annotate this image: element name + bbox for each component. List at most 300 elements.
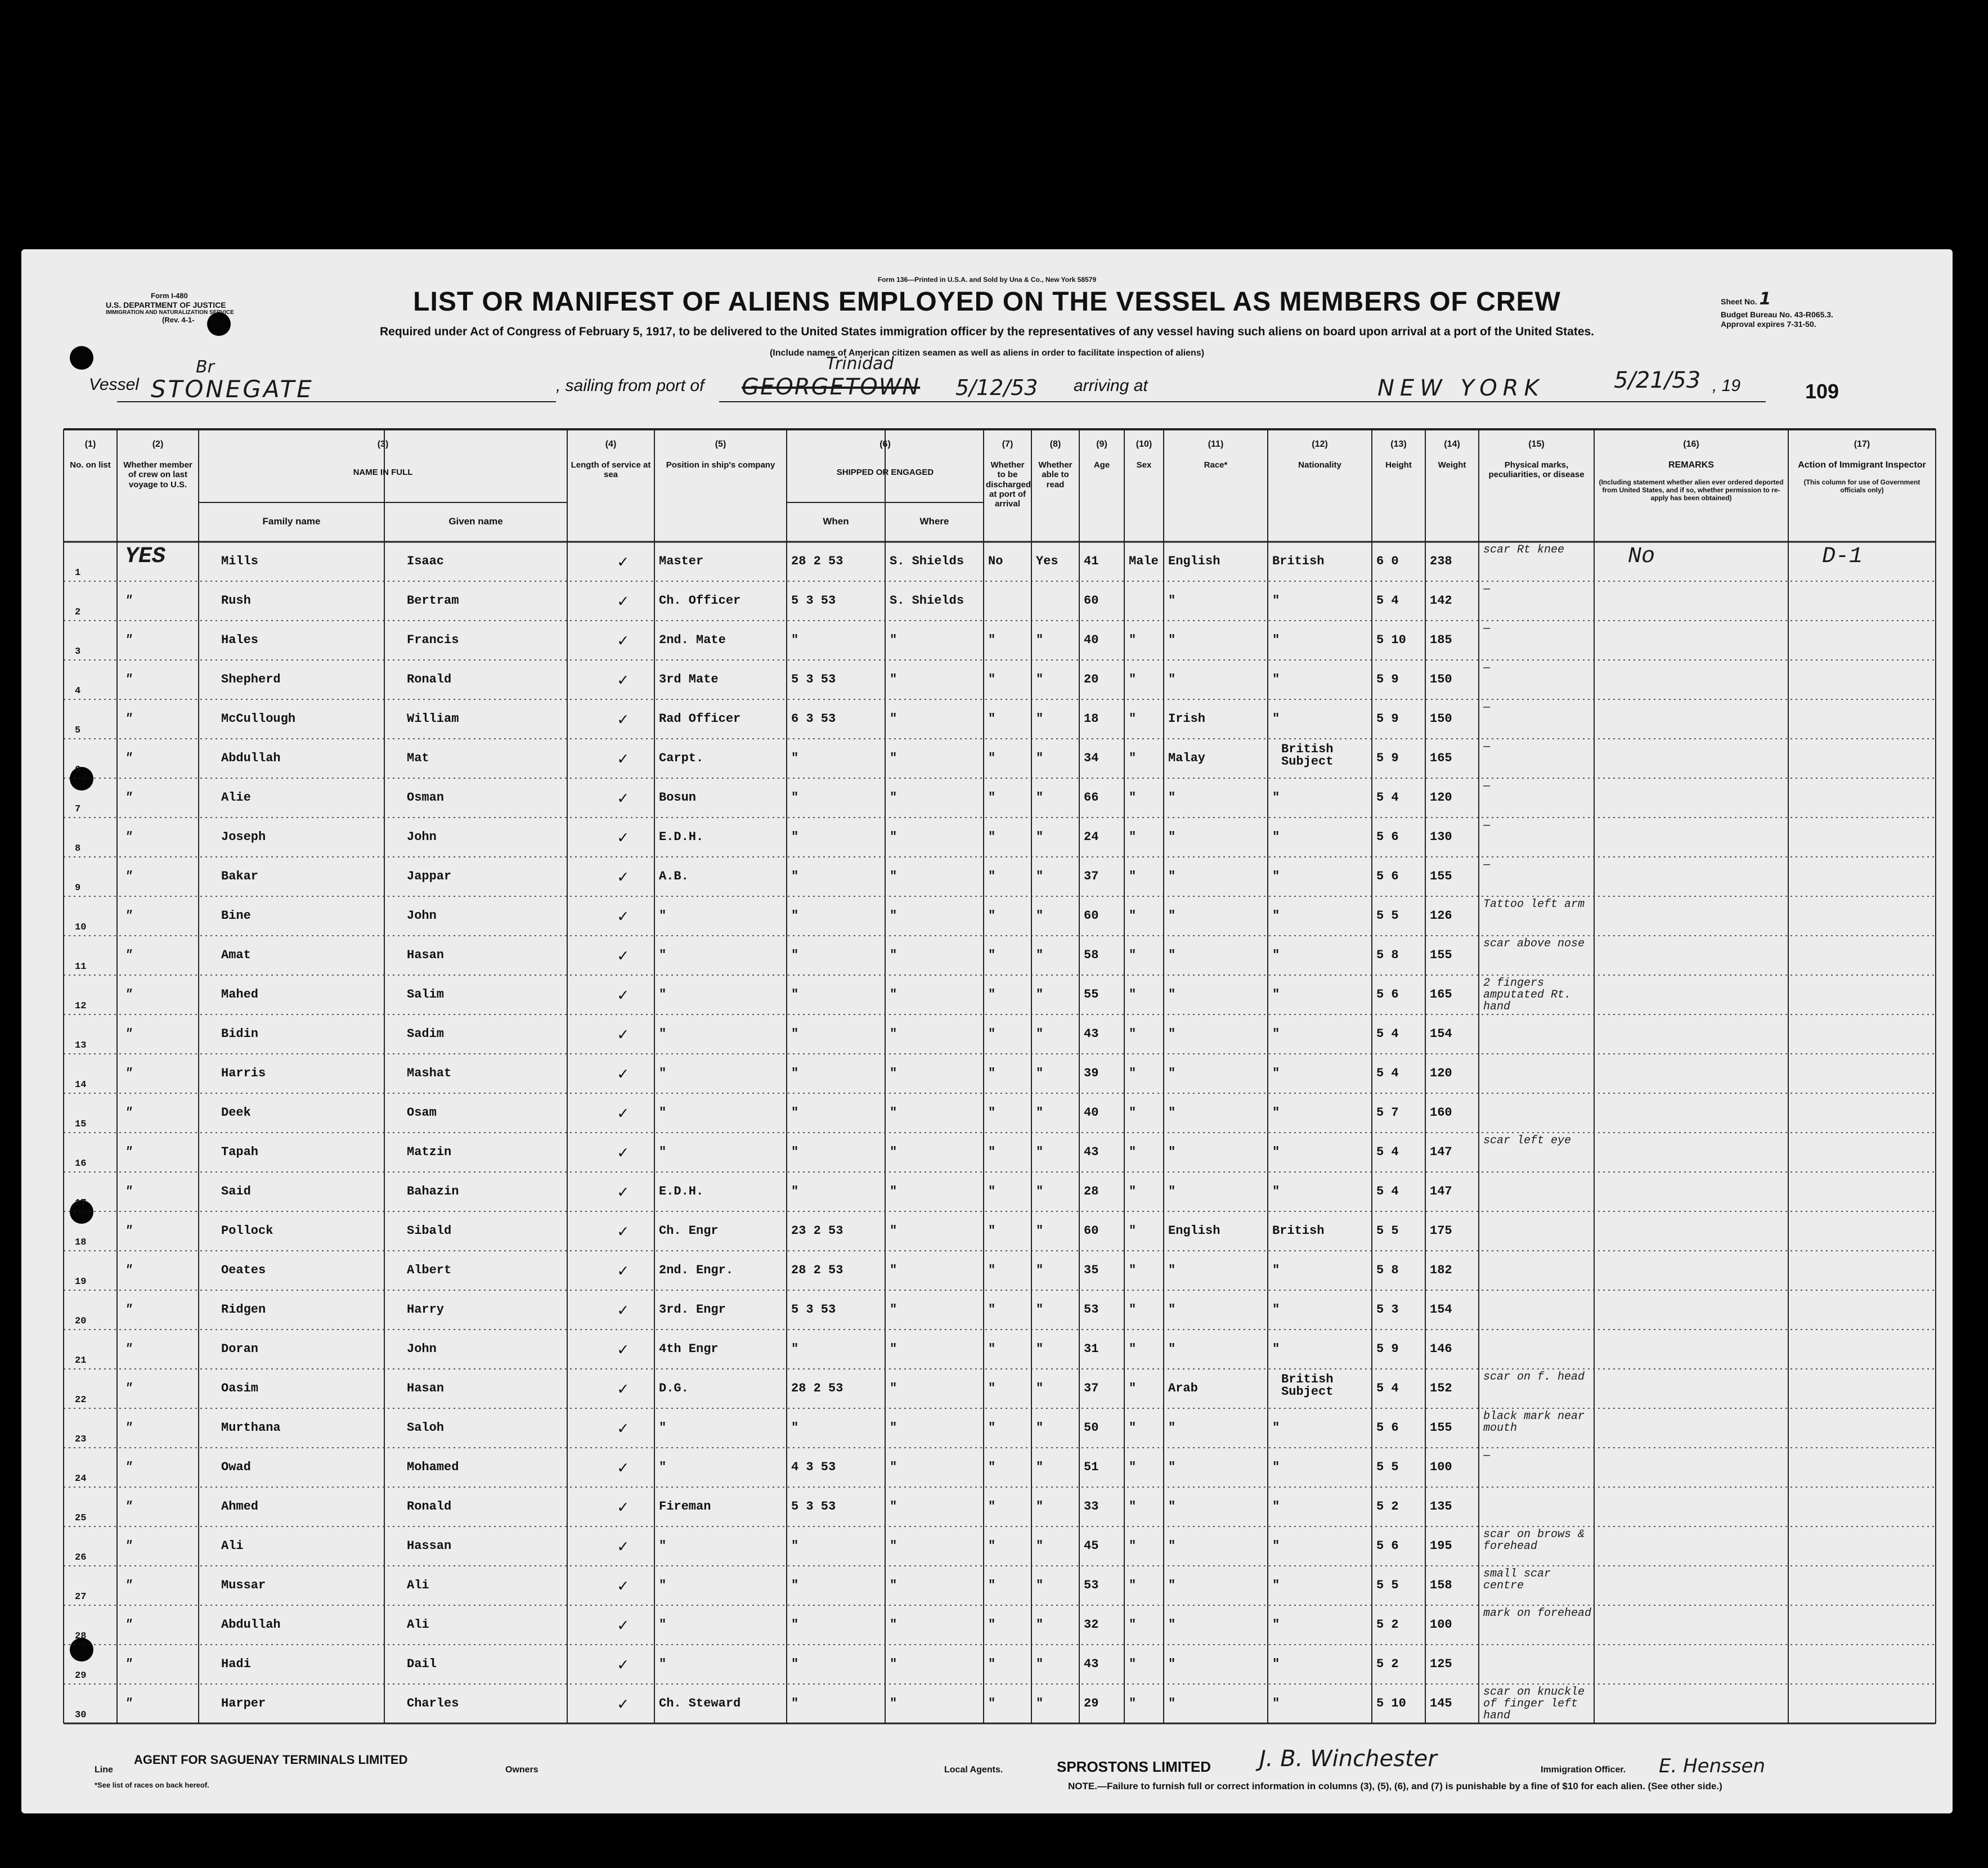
cell-n: 14 — [75, 1080, 87, 1090]
cell-race: " — [1168, 1303, 1176, 1317]
cell-giv: Mashat — [407, 1066, 452, 1080]
cell-last: " — [125, 594, 133, 608]
cell-last: " — [125, 1224, 133, 1238]
column-number: (14) — [1444, 439, 1460, 449]
arriving-label: arriving at — [1074, 376, 1148, 395]
cell-when: " — [791, 1578, 799, 1592]
cell-where: " — [890, 633, 897, 647]
check-mark: ✓ — [618, 1263, 629, 1282]
column-header: Height — [1385, 460, 1412, 470]
cell-age: 33 — [1084, 1499, 1099, 1514]
cell-when: " — [791, 751, 799, 765]
cell-nat: " — [1272, 1303, 1280, 1317]
cell-n: 15 — [75, 1119, 87, 1130]
cell-dis: No — [988, 554, 1003, 568]
cell-fam: Ali — [221, 1539, 244, 1553]
cell-where: " — [890, 909, 897, 923]
cell-when: " — [791, 1106, 799, 1120]
cell-wt: 155 — [1430, 869, 1452, 883]
check-mark: ✓ — [618, 1499, 629, 1518]
cell-giv: Bertram — [407, 594, 459, 608]
cell-read: " — [1036, 1342, 1044, 1356]
cell-age: 31 — [1084, 1342, 1099, 1356]
column-number: (12) — [1312, 439, 1328, 449]
cell-nat: British Subject — [1281, 1373, 1334, 1398]
cell-n: 7 — [75, 804, 81, 815]
cell-where: " — [890, 1499, 897, 1514]
cell-ht: 6 0 — [1376, 554, 1399, 568]
cell-where: " — [890, 1027, 897, 1041]
cell-last: " — [125, 1421, 133, 1435]
cell-n: 27 — [75, 1592, 87, 1602]
cell-dis: " — [988, 1539, 996, 1553]
departure-port: GEORGETOWN — [742, 374, 921, 400]
column-header: SHIPPED OR ENGAGED — [836, 468, 934, 477]
cell-read: " — [1036, 1499, 1044, 1514]
cell-ht: 5 10 — [1376, 1696, 1406, 1710]
column-header: Whether to be discharged at port of arrival — [986, 460, 1031, 509]
cell-dis: " — [988, 1618, 996, 1632]
cell-sex: " — [1129, 1696, 1137, 1710]
cell-last: " — [125, 1106, 133, 1120]
cell-race: " — [1168, 594, 1176, 608]
cell-when: " — [791, 830, 799, 844]
cell-pos: " — [659, 1027, 667, 1041]
cell-sex: " — [1129, 987, 1137, 1002]
cell-when: " — [791, 1342, 799, 1356]
cell-sex: " — [1129, 1618, 1137, 1632]
cell-ht: 5 4 — [1376, 791, 1399, 805]
cell-giv: Sibald — [407, 1224, 452, 1238]
sheet-number: 1 — [1759, 289, 1771, 309]
cell-where: " — [890, 1696, 897, 1710]
check-mark: ✓ — [618, 1420, 629, 1439]
cell-last: " — [125, 1539, 133, 1553]
cell-n: 20 — [75, 1316, 87, 1327]
cell-read: " — [1036, 1696, 1044, 1710]
cell-age: 40 — [1084, 633, 1099, 647]
cell-when: " — [791, 1027, 799, 1041]
cell-when: " — [791, 633, 799, 647]
cell-giv: Hasan — [407, 1381, 445, 1395]
sheet-label: Sheet No. — [1721, 297, 1757, 306]
inspector-signature: E. Henssen — [1659, 1755, 1766, 1777]
cell-pos: " — [659, 948, 667, 962]
cell-dis: " — [988, 1696, 996, 1710]
cell-n: 24 — [75, 1474, 87, 1484]
cell-pos: E.D.H. — [659, 1184, 704, 1198]
cell-read: " — [1036, 948, 1044, 962]
vessel-prefix: Br — [196, 357, 214, 377]
cell-dis: " — [988, 672, 996, 686]
cell-race: " — [1168, 1421, 1176, 1435]
cell-age: 45 — [1084, 1539, 1099, 1553]
cell-read: " — [1036, 1027, 1044, 1041]
cell-read: " — [1036, 1539, 1044, 1553]
cell-pos: 2nd. Engr. — [659, 1263, 734, 1277]
cell-where: " — [890, 1342, 897, 1356]
check-mark: ✓ — [618, 1066, 629, 1085]
cell-ht: 5 5 — [1376, 909, 1399, 923]
cell-where: " — [890, 1657, 897, 1671]
check-mark: ✓ — [618, 1538, 629, 1557]
cell-sex: " — [1129, 1184, 1137, 1198]
column-subnote: (Including statement whether alien ever ordered deported from United States, and if so, whether permission to re-apply has been obtained) — [1599, 478, 1784, 502]
agency-name: U.S. DEPARTMENT OF JUSTICE — [106, 300, 226, 309]
cell-marks: — — [1483, 820, 1491, 832]
cell-when: " — [791, 1539, 799, 1553]
cell-marks: scar on f. head — [1483, 1371, 1585, 1383]
cell-dis: " — [988, 1027, 996, 1041]
cell-dis: " — [988, 1184, 996, 1198]
cell-n: 29 — [75, 1671, 87, 1681]
cell-sex: " — [1129, 1342, 1137, 1356]
cell-ht: 5 6 — [1376, 987, 1399, 1002]
cell-wt: 150 — [1430, 672, 1452, 686]
cell-last: " — [125, 869, 133, 883]
cell-when: " — [791, 869, 799, 883]
cell-age: 28 — [1084, 1184, 1099, 1198]
cell-race: " — [1168, 948, 1176, 962]
cell-race: " — [1168, 987, 1176, 1002]
arrival-date: 5/21/53 — [1614, 367, 1701, 393]
cell-pos: Bosun — [659, 791, 697, 805]
cell-sex: " — [1129, 1263, 1137, 1277]
cell-pos: 4th Engr — [659, 1342, 719, 1356]
cell-fam: Murthana — [221, 1421, 281, 1435]
column-number: (17) — [1854, 439, 1870, 449]
column-number: (13) — [1390, 439, 1407, 449]
cell-ht: 5 4 — [1376, 594, 1399, 608]
cell-marks: scar Rt knee — [1483, 544, 1565, 556]
cell-n: 22 — [75, 1395, 87, 1406]
check-mark: ✓ — [618, 1105, 629, 1124]
cell-when: " — [791, 1184, 799, 1198]
cell-age: 39 — [1084, 1066, 1099, 1080]
cell-read: " — [1036, 909, 1044, 923]
cell-wt: 147 — [1430, 1145, 1452, 1159]
cell-where: " — [890, 1381, 897, 1395]
cell-last: " — [125, 1342, 133, 1356]
cell-when: " — [791, 1145, 799, 1159]
cell-when: 28 2 53 — [791, 1263, 843, 1277]
line-value: AGENT FOR SAGUENAY TERMINALS LIMITED — [134, 1753, 408, 1767]
manifest-sheet — [21, 249, 1953, 1813]
check-mark: ✓ — [618, 672, 629, 691]
check-mark: ✓ — [618, 1144, 629, 1164]
cell-when: " — [791, 1618, 799, 1632]
column-number: (2) — [152, 439, 164, 449]
cell-dis: " — [988, 1224, 996, 1238]
cell-last: " — [125, 948, 133, 962]
cell-race: " — [1168, 869, 1176, 883]
cell-n: 19 — [75, 1277, 87, 1287]
cell-ht: 5 6 — [1376, 1539, 1399, 1553]
cell-giv: John — [407, 909, 437, 923]
printer-line: Form 136—Printed in U.S.A. and Sold by Una & Co., New York 58579 — [877, 276, 1097, 284]
cell-age: 66 — [1084, 791, 1099, 805]
cell-dis: " — [988, 1578, 996, 1592]
check-mark: ✓ — [618, 1696, 629, 1715]
cell-last: " — [125, 1145, 133, 1159]
cell-pos: Rad Officer — [659, 712, 741, 726]
cell-sex: " — [1129, 948, 1137, 962]
cell-age: 24 — [1084, 830, 1099, 844]
column-subheader: Given name — [448, 516, 503, 527]
cell-marks: 2 fingers amputated Rt. hand — [1483, 977, 1572, 1013]
cell-when: " — [791, 1066, 799, 1080]
cell-where: " — [890, 751, 897, 765]
cell-age: 43 — [1084, 1027, 1099, 1041]
column-number: (4) — [605, 439, 617, 449]
cell-when: 6 3 53 — [791, 712, 836, 726]
column-number: (11) — [1208, 439, 1224, 449]
column-header: Whether able to read — [1038, 460, 1072, 490]
cell-read: " — [1036, 1381, 1044, 1395]
vessel-name: STONEGATE — [151, 375, 314, 403]
cell-pos: " — [659, 1106, 667, 1120]
cell-ht: 5 7 — [1376, 1106, 1399, 1120]
cell-dis: " — [988, 751, 996, 765]
cell-wt: 142 — [1430, 594, 1452, 608]
cell-pos: Master — [659, 554, 704, 568]
cell-read: " — [1036, 830, 1044, 844]
cell-when: " — [791, 909, 799, 923]
cell-giv: Mat — [407, 751, 429, 765]
cell-nat: " — [1272, 987, 1280, 1002]
cell-fam: Amat — [221, 948, 251, 962]
cell-nat: " — [1272, 1184, 1280, 1198]
cell-race: " — [1168, 1539, 1176, 1553]
cell-read: Yes — [1036, 554, 1058, 568]
column-header: Position in ship's company — [666, 460, 775, 470]
column-number: (1) — [84, 439, 96, 449]
cell-fam: Mills — [221, 554, 259, 568]
cell-read: " — [1036, 1184, 1044, 1198]
cell-n: 12 — [75, 1001, 87, 1012]
column-header: No. on list — [70, 460, 111, 470]
cell-sex: " — [1129, 633, 1137, 647]
cell-last: " — [125, 1303, 133, 1317]
cell-n: 17 — [75, 1198, 87, 1209]
cell-marks: — — [1483, 662, 1491, 674]
cell-when: " — [791, 1657, 799, 1671]
cell-giv: Harry — [407, 1303, 445, 1317]
cell-last: " — [125, 909, 133, 923]
cell-fam: Oasim — [221, 1381, 259, 1395]
cell-when: " — [791, 948, 799, 962]
cell-race: " — [1168, 830, 1176, 844]
cell-giv: Mohamed — [407, 1460, 459, 1474]
cell-wt: 155 — [1430, 948, 1452, 962]
cell-last: " — [125, 1657, 133, 1671]
cell-where: " — [890, 869, 897, 883]
cell-rem: No — [1628, 544, 1655, 569]
cell-age: 18 — [1084, 712, 1099, 726]
cell-pos: " — [659, 1421, 667, 1435]
column-subheader: Family name — [262, 516, 321, 527]
cell-sex: " — [1129, 1381, 1137, 1395]
cell-fam: Hales — [221, 633, 259, 647]
cell-race: " — [1168, 1618, 1176, 1632]
cell-race: Arab — [1168, 1381, 1198, 1395]
cell-last: " — [125, 1027, 133, 1041]
cell-dis: " — [988, 1499, 996, 1514]
cell-last: " — [125, 1618, 133, 1632]
cell-fam: Rush — [221, 594, 251, 608]
cell-sex: " — [1129, 1303, 1137, 1317]
cell-nat: " — [1272, 948, 1280, 962]
cell-ht: 5 4 — [1376, 1027, 1399, 1041]
cell-race: Malay — [1168, 751, 1206, 765]
cell-wt: 150 — [1430, 712, 1452, 726]
cell-pos: E.D.H. — [659, 830, 704, 844]
cell-age: 41 — [1084, 554, 1099, 568]
cell-age: 34 — [1084, 751, 1099, 765]
cell-where: " — [890, 1066, 897, 1080]
cell-nat: " — [1272, 1618, 1280, 1632]
cell-where: " — [890, 1224, 897, 1238]
cell-n: 6 — [75, 765, 81, 775]
cell-read: " — [1036, 1421, 1044, 1435]
cell-sex: Male — [1129, 554, 1159, 568]
cell-wt: 154 — [1430, 1027, 1452, 1041]
cell-ht: 5 6 — [1376, 830, 1399, 844]
race-footnote: *See list of races on back hereof. — [95, 1781, 209, 1789]
cell-where: " — [890, 1618, 897, 1632]
cell-pos: Ch. Officer — [659, 594, 741, 608]
agents-value: SPROSTONS LIMITED — [1057, 1758, 1211, 1775]
cell-age: 55 — [1084, 987, 1099, 1002]
cell-giv: John — [407, 1342, 437, 1356]
cell-wt: 165 — [1430, 751, 1452, 765]
cell-age: 53 — [1084, 1303, 1099, 1317]
cell-last: " — [125, 1381, 133, 1395]
cell-race: " — [1168, 791, 1176, 805]
cell-nat: " — [1272, 1539, 1280, 1553]
cell-ht: 5 4 — [1376, 1381, 1399, 1395]
cell-age: 37 — [1084, 869, 1099, 883]
cell-marks: — — [1483, 741, 1491, 753]
cell-wt: 195 — [1430, 1539, 1452, 1553]
cell-n: 21 — [75, 1355, 87, 1366]
cell-n: 23 — [75, 1434, 87, 1445]
cell-read: " — [1036, 1303, 1044, 1317]
cell-when: 5 3 53 — [791, 594, 836, 608]
cell-sex: " — [1129, 1499, 1137, 1514]
cell-marks: small scar centre — [1483, 1568, 1551, 1592]
cell-giv: John — [407, 830, 437, 844]
cell-ht: 5 4 — [1376, 1145, 1399, 1159]
cell-where: " — [890, 948, 897, 962]
cell-wt: 145 — [1430, 1696, 1452, 1710]
cell-ht: 5 2 — [1376, 1618, 1399, 1632]
cell-where: " — [890, 791, 897, 805]
cell-dis: " — [988, 1381, 996, 1395]
cell-age: 53 — [1084, 1578, 1099, 1592]
cell-last: " — [125, 712, 133, 726]
column-header: NAME IN FULL — [353, 468, 413, 477]
cell-where: " — [890, 1421, 897, 1435]
check-mark: ✓ — [618, 948, 629, 967]
cell-nat: British Subject — [1281, 743, 1334, 768]
cell-read: " — [1036, 1460, 1044, 1474]
check-mark: ✓ — [618, 1026, 629, 1045]
agency-sub: IMMIGRATION AND NATURALIZATION SERVICE — [106, 309, 234, 316]
cell-fam: Abdullah — [221, 1618, 281, 1632]
cell-fam: McCullough — [221, 712, 296, 726]
arrival-port: NEW YORK — [1377, 375, 1545, 401]
cell-wt: 165 — [1430, 987, 1452, 1002]
cell-race: " — [1168, 909, 1176, 923]
cell-pos: A.B. — [659, 869, 689, 883]
cell-pos: " — [659, 1460, 667, 1474]
check-mark: ✓ — [618, 1656, 629, 1676]
column-number: (5) — [715, 439, 726, 449]
check-mark: ✓ — [618, 1184, 629, 1203]
cell-dis: " — [988, 1460, 996, 1474]
cell-last: " — [125, 1066, 133, 1080]
cell-race: English — [1168, 554, 1220, 568]
cell-dis: " — [988, 712, 996, 726]
cell-when: " — [791, 1421, 799, 1435]
cell-age: 35 — [1084, 1263, 1099, 1277]
cell-fam: Hadi — [221, 1657, 251, 1671]
vessel-label: Vessel — [89, 375, 139, 394]
cell-sex: " — [1129, 1145, 1137, 1159]
cell-age: 51 — [1084, 1460, 1099, 1474]
cell-race: " — [1168, 1696, 1176, 1710]
cell-wt: 238 — [1430, 554, 1452, 568]
cell-n: 30 — [75, 1710, 87, 1721]
cell-where: " — [890, 1539, 897, 1553]
cell-wt: 125 — [1430, 1657, 1452, 1671]
column-number: (3) — [377, 439, 389, 449]
cell-sex: " — [1129, 791, 1137, 805]
form-id: Form I-480 — [151, 291, 188, 300]
cell-age: 58 — [1084, 948, 1099, 962]
cell-marks: scar on brows & forehead — [1483, 1529, 1585, 1552]
cell-giv: Osam — [407, 1106, 437, 1120]
check-mark: ✓ — [618, 751, 629, 770]
cell-read: " — [1036, 633, 1044, 647]
cell-wt: 120 — [1430, 791, 1452, 805]
cell-age: 20 — [1084, 672, 1099, 686]
port-note: Trinidad — [826, 354, 894, 374]
cell-read: " — [1036, 791, 1044, 805]
cell-pos: 2nd. Mate — [659, 633, 726, 647]
check-mark: ✓ — [618, 869, 629, 888]
cell-where: " — [890, 672, 897, 686]
cell-marks: black mark near mouth — [1483, 1411, 1585, 1434]
cell-fam: Shepherd — [221, 672, 281, 686]
manifest-stamp: 109 — [1805, 380, 1839, 403]
cell-n: 8 — [75, 843, 81, 854]
column-number: (15) — [1528, 439, 1545, 449]
cell-race: " — [1168, 1460, 1176, 1474]
cell-n: 26 — [75, 1552, 87, 1563]
cell-age: 50 — [1084, 1421, 1099, 1435]
budget-number: Budget Bureau No. 43-R065.3. — [1721, 309, 1833, 319]
cell-ht: 5 3 — [1376, 1303, 1399, 1317]
cell-last: " — [125, 672, 133, 686]
cell-when: 23 2 53 — [791, 1224, 843, 1238]
cell-marks: — — [1483, 859, 1491, 871]
cell-dis: " — [988, 1303, 996, 1317]
check-mark: ✓ — [618, 790, 629, 809]
cell-nat: " — [1272, 1145, 1280, 1159]
cell-giv: Ronald — [407, 1499, 452, 1514]
